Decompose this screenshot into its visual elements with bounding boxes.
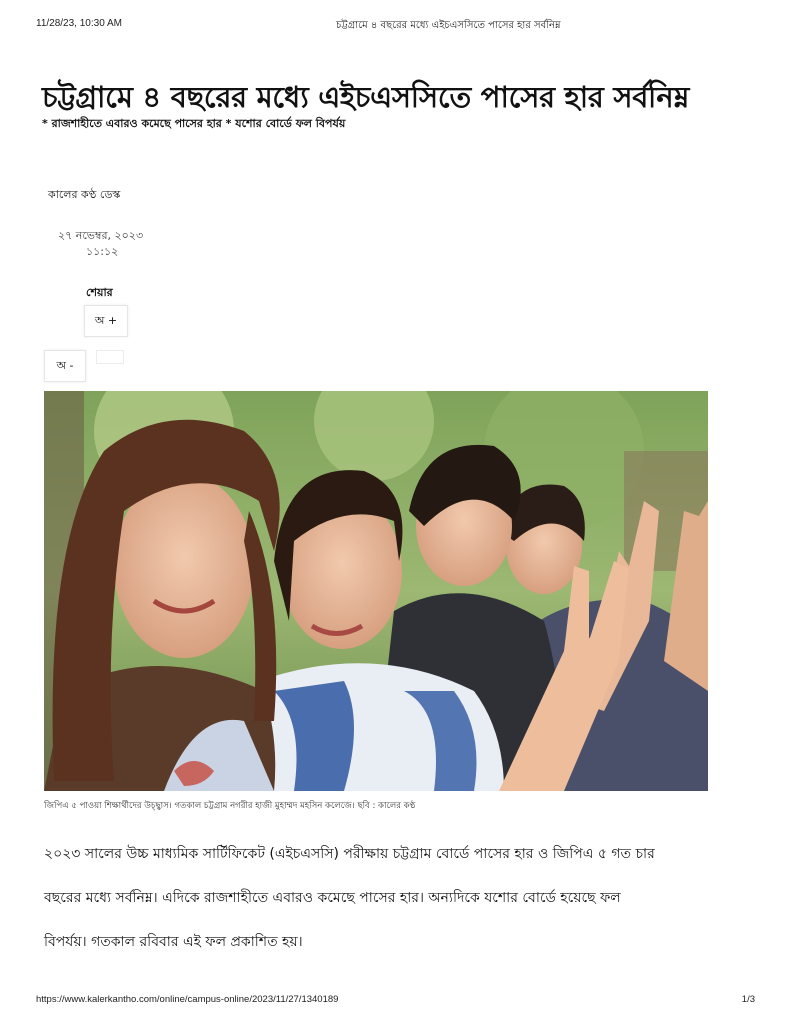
- body-line: বছরের মধ্যে সর্বনিম্ন। এদিকে রাজশাহীতে এবারও কমেছে পাসের হার। অন্যদিকে যশোর বোর্ডে হয়েছে ফল: [44, 890, 621, 906]
- photo-caption: জিপিএ ৫ পাওয়া শিক্ষার্থীদের উচ্ছ্বাস। গতকাল চট্টগ্রাম নগরীর হাজী মুহাম্মদ মহসিন কলেজে। ছবি : কালের কণ্ঠ: [44, 801, 416, 811]
- article-datetime: [58, 228, 143, 260]
- share-label[interactable]: শেয়ার: [86, 286, 113, 299]
- empty-button-placeholder: [96, 350, 124, 364]
- body-line: ২০২৩ সালের উচ্চ মাধ্যমিক সার্টিফিকেট (এইচএসসি) পরীক্ষায় চট্টগ্রাম বোর্ডে পাসের হার ও জিপিএ ৫ গত চার: [44, 846, 655, 862]
- font-decrease-button[interactable]: অ -: [44, 350, 86, 382]
- article-author[interactable]: কালের কণ্ঠ ডেস্ক: [48, 188, 121, 201]
- article-body: [44, 832, 744, 964]
- font-increase-button[interactable]: অ +: [84, 305, 128, 337]
- print-page-title: চট্টগ্রামে ৪ বছরের মধ্যে এইচএসসিতে পাসের হার সর্বনিম্ন: [336, 20, 561, 31]
- print-datetime: 11/28/23, 10:30 AM: [36, 18, 122, 29]
- article-headline: চট্টগ্রামে ৪ বছরের মধ্যে এইচএসসিতে পাসের হার সর্বনিম্ন: [42, 80, 690, 115]
- body-line: বিপর্যয়। গতকাল রবিবার এই ফল প্রকাশিত হয়।: [44, 934, 303, 950]
- page-number: 1/3: [741, 994, 755, 1005]
- article-subheadline: * রাজশাহীতে এবারও কমেছে পাসের হার * যশোর বোর্ডে ফল বিপর্যয়: [42, 117, 346, 130]
- article-time: ১১:১২: [86, 245, 119, 258]
- article-photo: [44, 391, 708, 791]
- print-url[interactable]: https://www.kalerkantho.com/online/campus-online/2023/11/27/1340189: [36, 994, 339, 1005]
- article-date: ২৭ নভেম্বর, ২০২৩: [58, 229, 144, 242]
